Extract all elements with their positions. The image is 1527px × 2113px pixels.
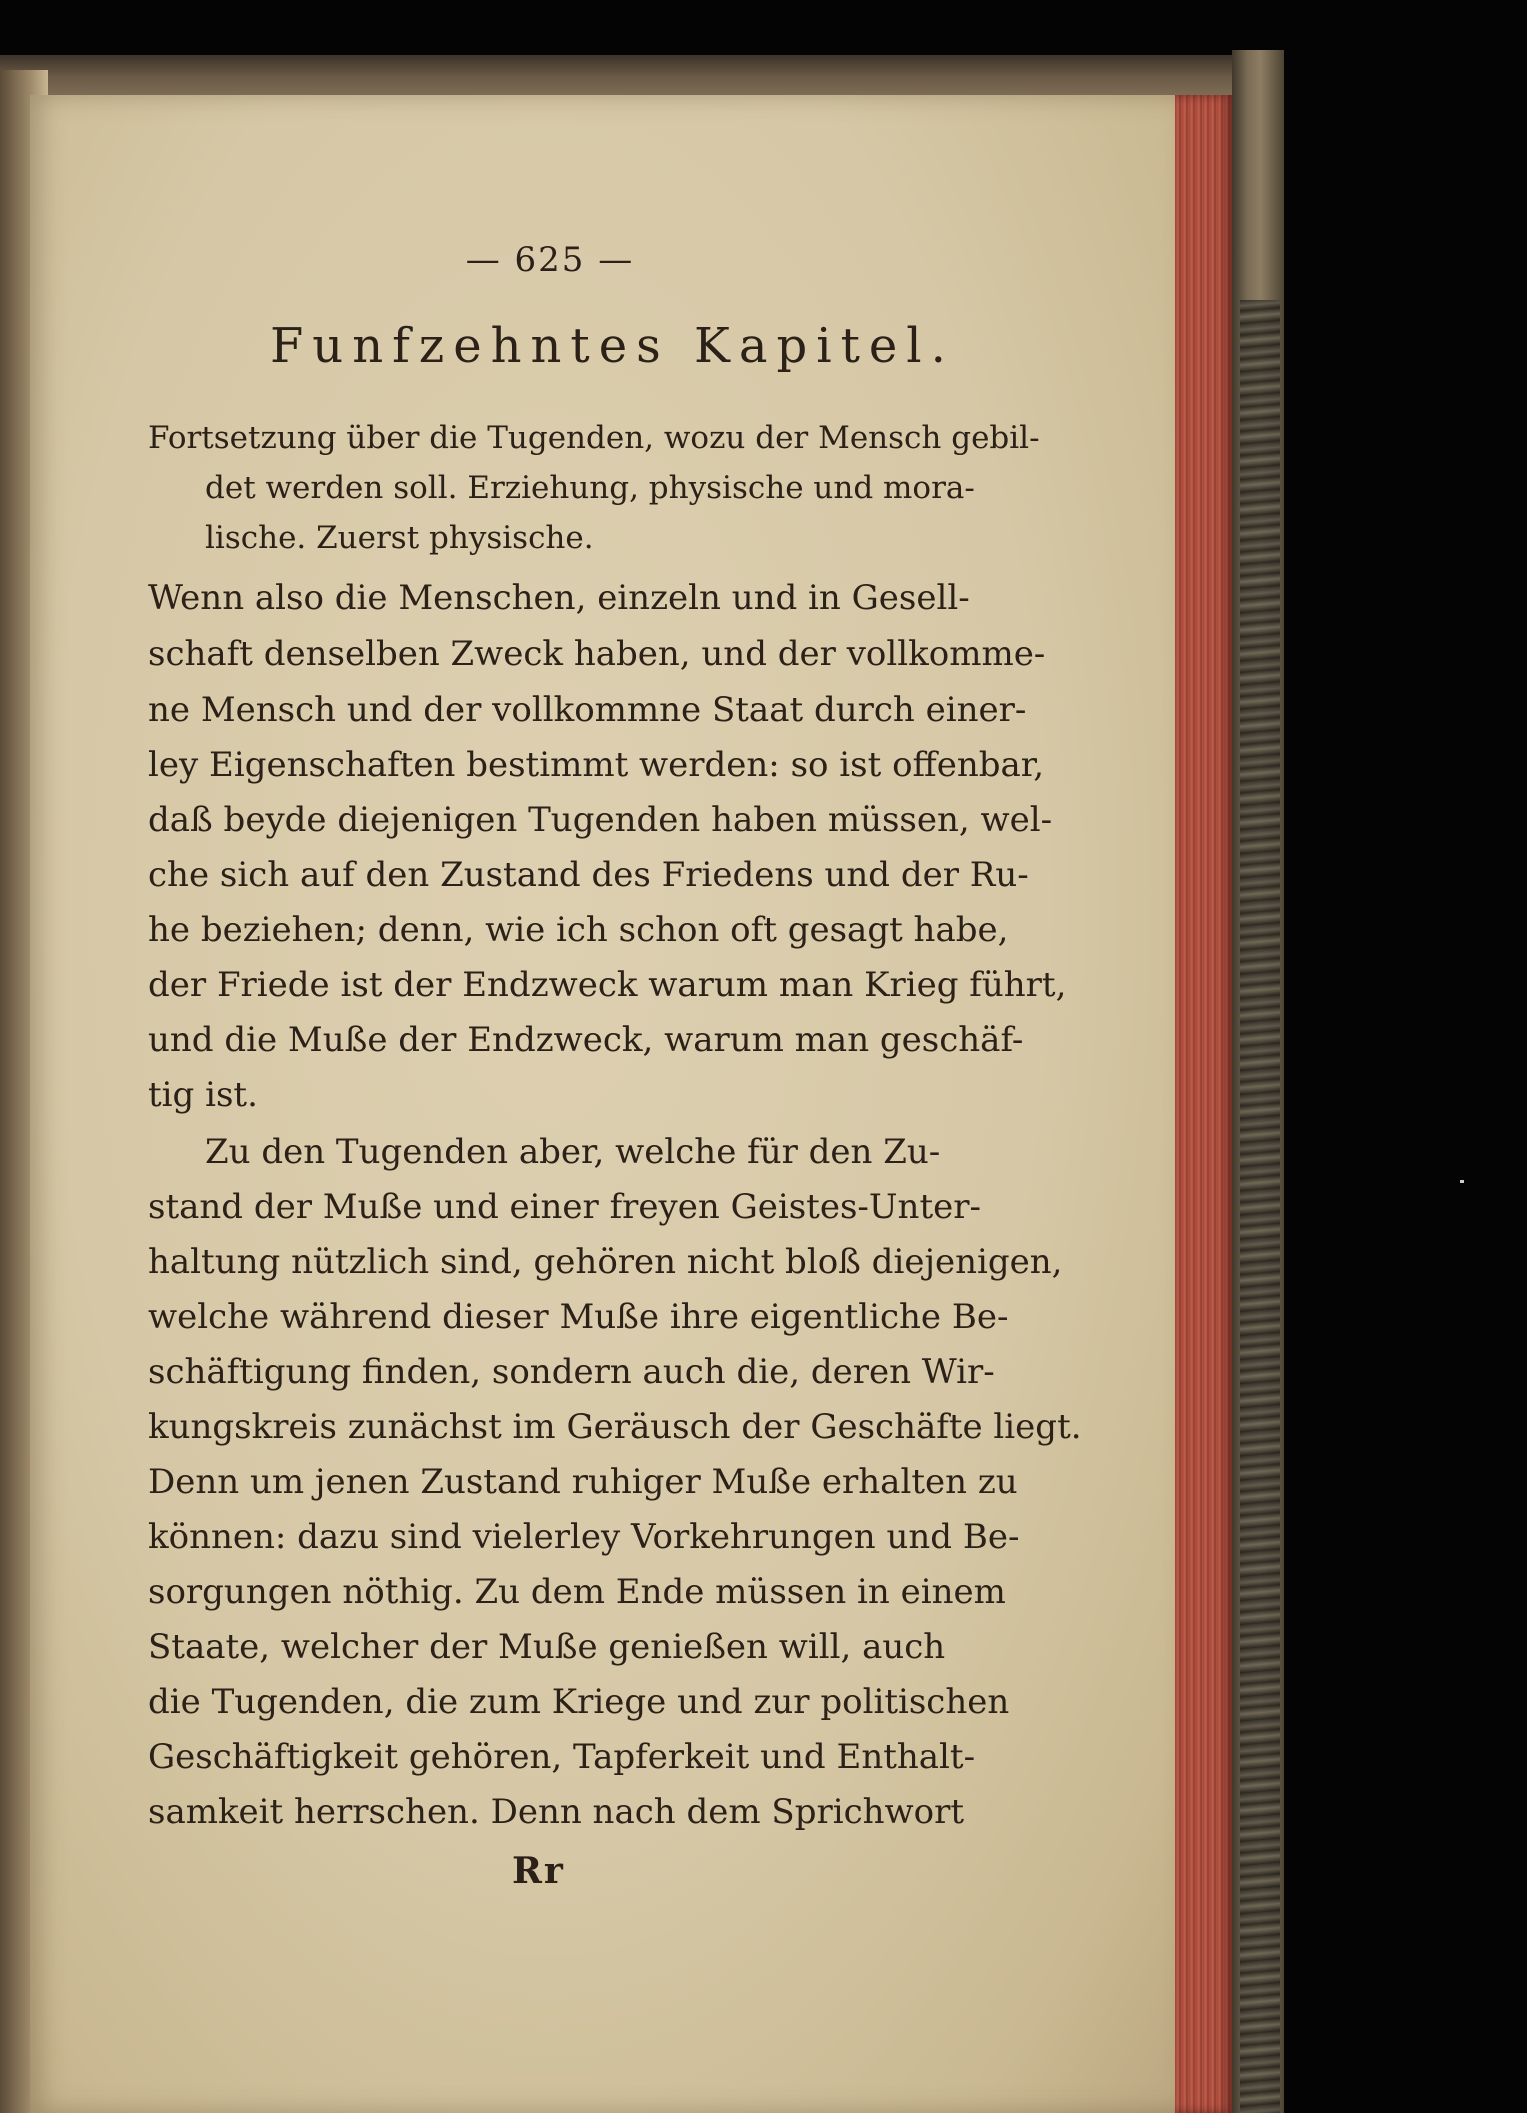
paragraph-line: können: dazu sind vielerley Vorkehrungen und Be- <box>148 1517 1020 1557</box>
summary-line: det werden soll. Erziehung, physische und mora- <box>205 470 975 506</box>
paragraph-line: daß beyde diejenigen Tugenden haben müssen, wel- <box>148 800 1053 840</box>
paragraph-line: Staate, welcher der Muße genießen will, auch <box>148 1627 946 1667</box>
dust-speck <box>1460 1180 1464 1183</box>
paragraph-line: die Tugenden, die zum Kriege und zur politischen <box>148 1682 1010 1722</box>
paragraph-line: welche während dieser Muße ihre eigentliche Be- <box>148 1297 1009 1337</box>
paragraph-line: Denn um jenen Zustand ruhiger Muße erhalten zu <box>148 1462 1018 1502</box>
paragraph-line: stand der Muße und einer freyen Geistes-Unter- <box>148 1187 981 1227</box>
paragraph-line: sorgungen nöthig. Zu dem Ende müssen in einem <box>148 1572 1006 1612</box>
signature-mark: Rr <box>512 1850 565 1892</box>
summary-line: lische. Zuerst physische. <box>205 520 594 556</box>
paragraph-line: he beziehen; denn, wie ich schon oft gesagt habe, <box>148 910 1009 950</box>
paragraph-line: haltung nützlich sind, gehören nicht bloß diejenigen, <box>148 1242 1063 1282</box>
paragraph-line: schaft denselben Zweck haben, und der vollkomme- <box>148 634 1046 674</box>
paragraph-line: ne Mensch und der vollkommne Staat durch einer- <box>148 690 1027 730</box>
chapter-title: Funfzehntes Kapitel. <box>270 318 955 374</box>
paragraph-line: Wenn also die Menschen, einzeln und in Gesell- <box>148 578 970 618</box>
page-number: — 625 — <box>465 240 635 280</box>
paragraph-line: und die Muße der Endzweck, warum man geschäf- <box>148 1020 1024 1060</box>
paragraph-line: ley Eigenschaften bestimmt werden: so ist offenbar, <box>148 745 1045 785</box>
paragraph-line: kungskreis zunächst im Geräusch der Geschäfte liegt. <box>148 1407 1082 1447</box>
paragraph-line: tig ist. <box>148 1075 258 1115</box>
marbled-cover-edge <box>1240 300 1280 2113</box>
paragraph-line: che sich auf den Zustand des Friedens und der Ru- <box>148 855 1029 895</box>
paragraph-line: der Friede ist der Endzweck warum man Krieg führt, <box>148 965 1067 1005</box>
paragraph-line: Geschäftigkeit gehören, Tapferkeit und Enthalt- <box>148 1737 976 1777</box>
paragraph-line: samkeit herrschen. Denn nach dem Sprichwort <box>148 1792 965 1832</box>
paragraph-line: Zu den Tugenden aber, welche für den Zu- <box>205 1132 941 1172</box>
red-page-edges <box>1175 95 1233 2113</box>
summary-line: Fortsetzung über die Tugenden, wozu der Mensch gebil- <box>148 420 1040 456</box>
paragraph-line: schäftigung finden, sondern auch die, deren Wir- <box>148 1352 995 1392</box>
